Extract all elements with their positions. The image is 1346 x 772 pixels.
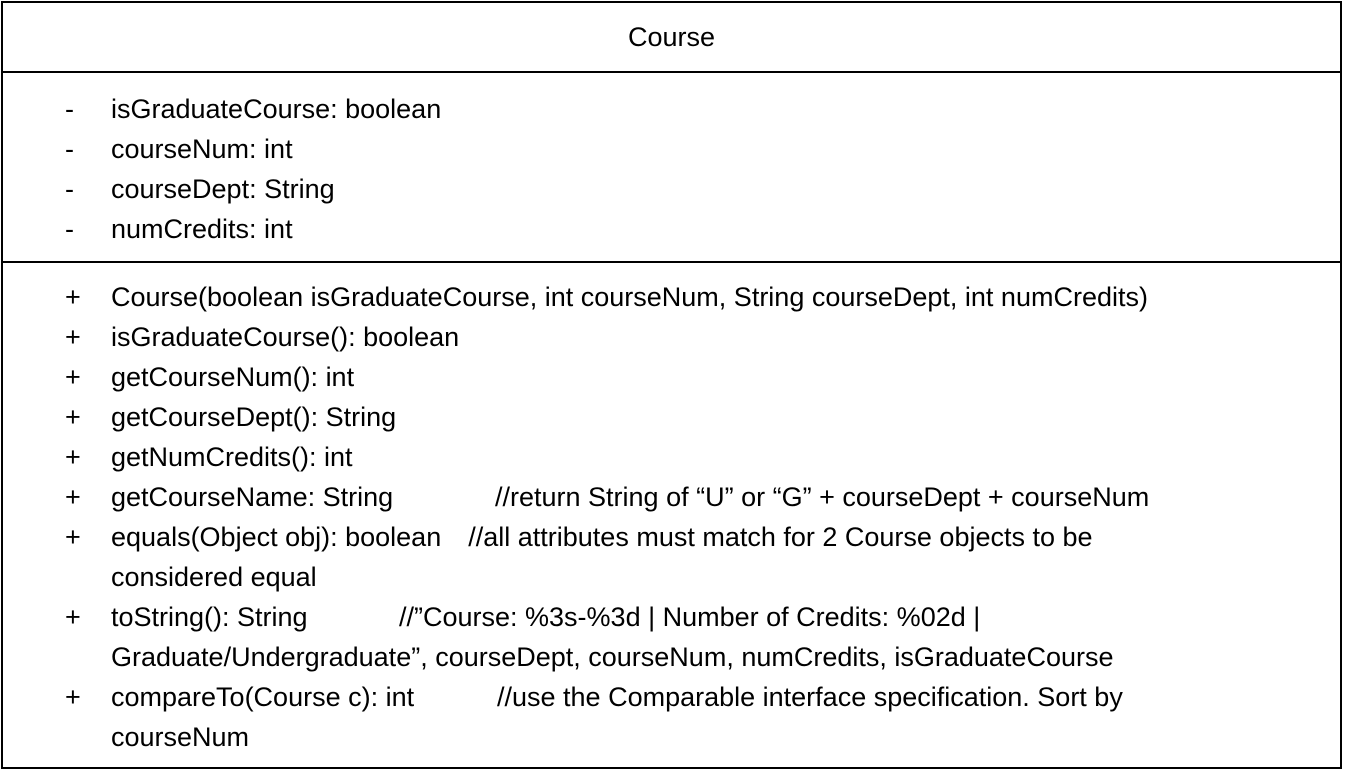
visibility-marker: + [65, 522, 81, 552]
method-row [3, 357, 1340, 397]
visibility-marker: - [65, 174, 74, 204]
method-comment: //return String of “U” or “G” + courseDept + courseNum [495, 482, 1150, 512]
method-row [3, 477, 1340, 517]
visibility-marker: + [65, 282, 81, 312]
visibility-marker: + [65, 682, 81, 712]
method-signature: getCourseNum(): int [111, 362, 355, 392]
method-signature: Course(boolean isGraduateCourse, int courseNum, String courseDept, int numCredits) [111, 282, 1148, 312]
attribute-text: numCredits: int [111, 214, 293, 244]
visibility-marker: + [65, 602, 81, 632]
attribute-row [3, 129, 1340, 169]
method-signature: equals(Object obj): boolean [111, 522, 442, 552]
attributes-compartment [3, 73, 1340, 263]
method-signature: toString(): String [111, 602, 308, 632]
method-signature: getCourseName: String [111, 482, 394, 512]
method-signature: getNumCredits(): int [111, 442, 353, 472]
attribute-text: courseDept: String [111, 174, 335, 204]
attribute-row [3, 209, 1340, 249]
method-signature: isGraduateCourse(): boolean [111, 322, 460, 352]
attribute-row [3, 89, 1340, 129]
attribute-text: isGraduateCourse: boolean [111, 94, 442, 124]
method-signature: getCourseDept(): String [111, 402, 397, 432]
methods-compartment [3, 263, 1340, 757]
method-body [111, 597, 1236, 677]
attribute-text: courseNum: int [111, 134, 293, 164]
visibility-marker: + [65, 402, 81, 432]
visibility-marker: - [65, 94, 74, 124]
uml-class-box [1, 1, 1342, 769]
method-body [111, 517, 1231, 597]
visibility-marker: - [65, 214, 74, 244]
class-name: Course [3, 3, 1340, 73]
method-comment: //use the Comparable interface specification. Sort by courseNum [111, 682, 1123, 752]
visibility-marker: + [65, 442, 81, 472]
method-row [3, 597, 1340, 677]
visibility-marker: + [65, 482, 81, 512]
method-row [3, 677, 1340, 757]
method-row [3, 397, 1340, 437]
method-row [3, 517, 1340, 597]
visibility-marker: + [65, 322, 81, 352]
visibility-marker: + [65, 362, 81, 392]
method-signature: compareTo(Course c): int [111, 682, 415, 712]
method-row [3, 277, 1340, 317]
visibility-marker: - [65, 134, 74, 164]
method-comment: //all attributes must match for 2 Course objects to be considered equal [111, 522, 1093, 592]
method-row [3, 317, 1340, 357]
attribute-row [3, 169, 1340, 209]
method-comment: //”Course: %3s-%3d | Number of Credits: %02d | Graduate/Undergraduate”, courseDept, courseNum, numCredits, isGraduateCourse [111, 602, 1114, 672]
method-body [111, 677, 1211, 757]
method-row [3, 437, 1340, 477]
